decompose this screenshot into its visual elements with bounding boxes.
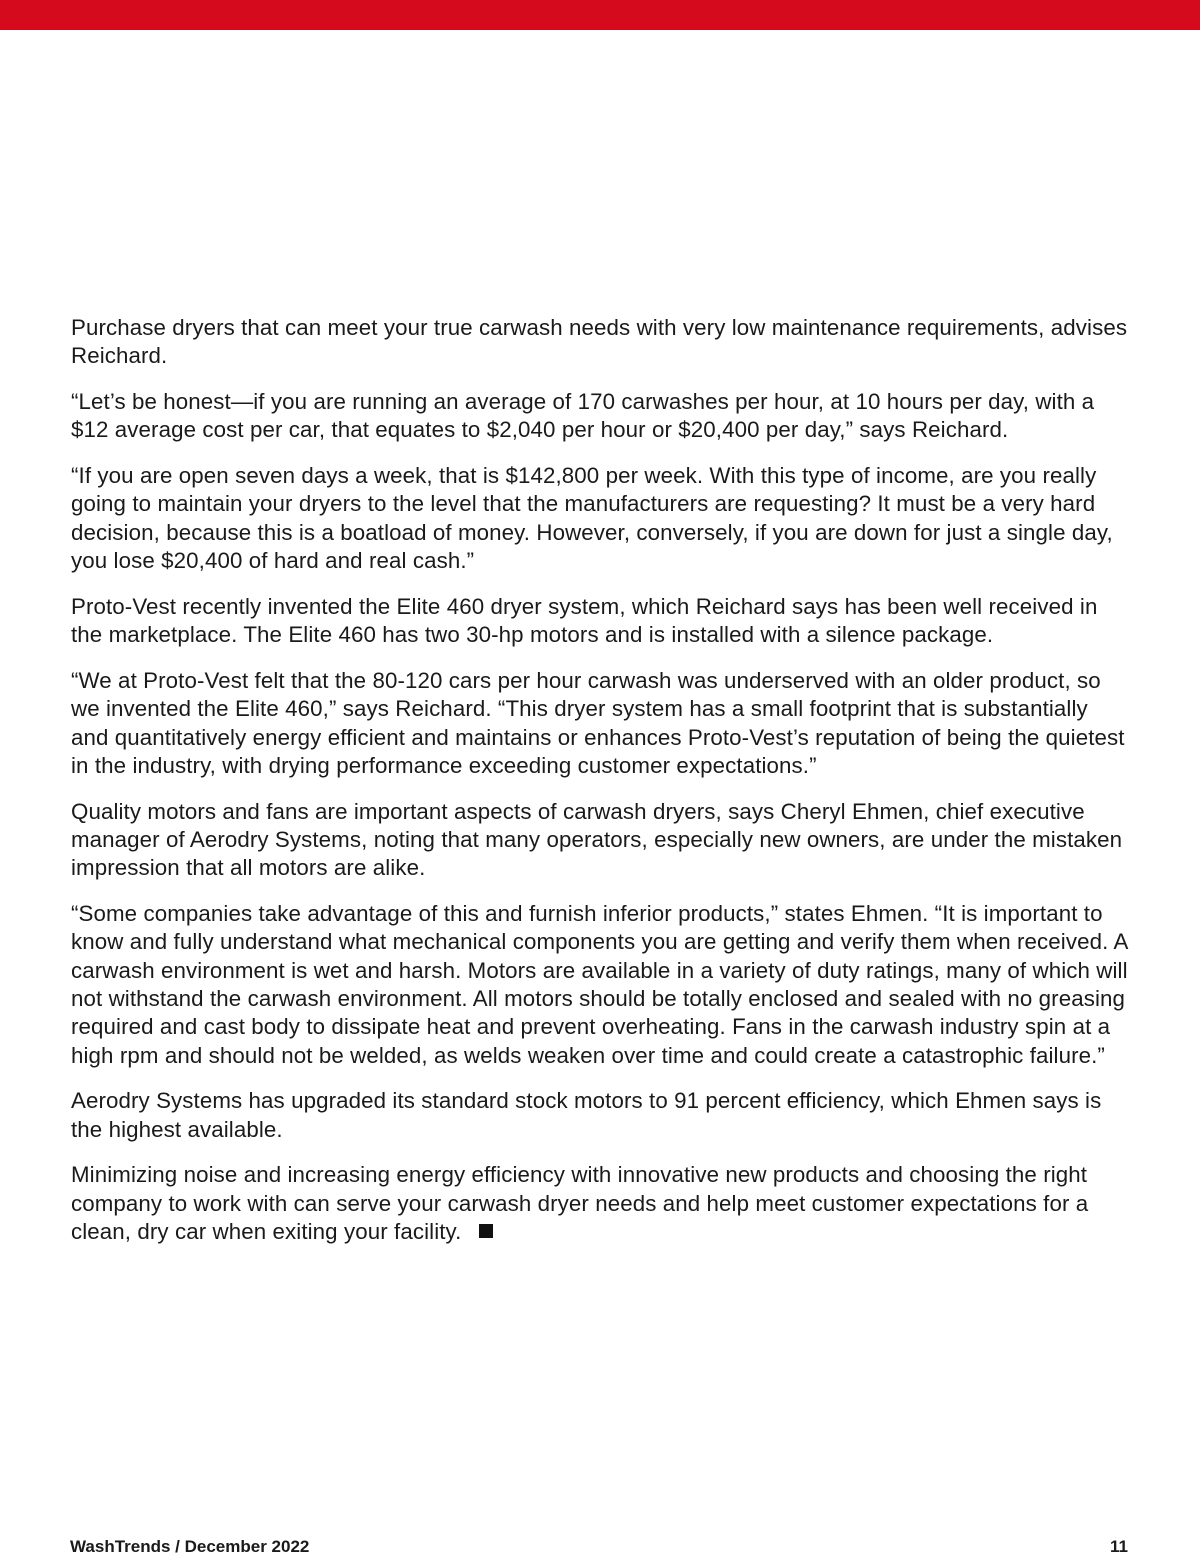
header-accent-bar [0,0,1200,30]
article-paragraph: “We at Proto-Vest felt that the 80-120 cars per hour carwash was underserved with an older product, so we invented the Elite 460,” says Reichard. “This dryer system has a small footprint that is substantially and quantitatively energy efficient and maintains or enhances Proto-Vest’s reputation of being the quietest in the industry, with drying performance exceeding customer expectations.” [71,667,1125,778]
article-paragraph-last [71,1161,1131,1246]
article-paragraph: Quality motors and fans are important aspects of carwash dryers, says Cheryl Ehmen, chief executive manager of Aerodry Systems, noting that many operators, especially new owners, are under the mistaken impression that all motors are alike. [71,798,1123,881]
article-paragraph-text: Minimizing noise and increasing energy efficiency with innovative new products and choosing the right company to work with can serve your carwash dryer needs and help meet customer expectations for a clean, dry car when exiting your facility. [71,1162,1089,1245]
article-paragraph: “Some companies take advantage of this and furnish inferior products,” states Ehmen. “It is important to know and fully understand what mechanical components you are getting and verify them when received. A carwash environment is wet and harsh. Motors are available in a variety of duty ratings, many of which will not withstand the carwash environment. All motors should be totally enclosed and sealed with no greasing required and cast body to dissipate heat and prevent overheating. Fans in the carwash industry spin at a high rpm and should not be welded, as welds weaken over time and could create a catastrophic failure.” [71,901,1128,1068]
article-paragraph: “Let’s be honest—if you are running an average of 170 carwashes per hour, at 10 hours per day, with a $12 average cost per car, that equates to $2,040 per hour or $20,400 per day,” says Reichard. [71,389,1095,443]
footer-publication: WashTrends / December 2022 [70,1537,310,1556]
end-of-article-mark-icon [479,1224,493,1238]
footer-page-number: 11 [1110,1537,1128,1556]
article-paragraph: Purchase dryers that can meet your true carwash needs with very low maintenance requirements, advises Reichard. [71,315,1128,369]
article-body [71,314,1131,1264]
article-paragraph: Aerodry Systems has upgraded its standard stock motors to 91 percent efficiency, which Ehmen says is the highest available. [71,1088,1102,1142]
article-paragraph: “If you are open seven days a week, that is $142,800 per week. With this type of income, are you really going to maintain your dryers to the level that the manufacturers are requesting? It must be a very hard decision, because this is a boatload of money. However, conversely, if you are down for just a single day, you lose $20,400 of hard and real cash.” [71,463,1113,574]
article-paragraph: Proto-Vest recently invented the Elite 460 dryer system, which Reichard says has been well received in the marketplace. The Elite 460 has two 30-hp motors and is installed with a silence package. [71,593,1098,648]
